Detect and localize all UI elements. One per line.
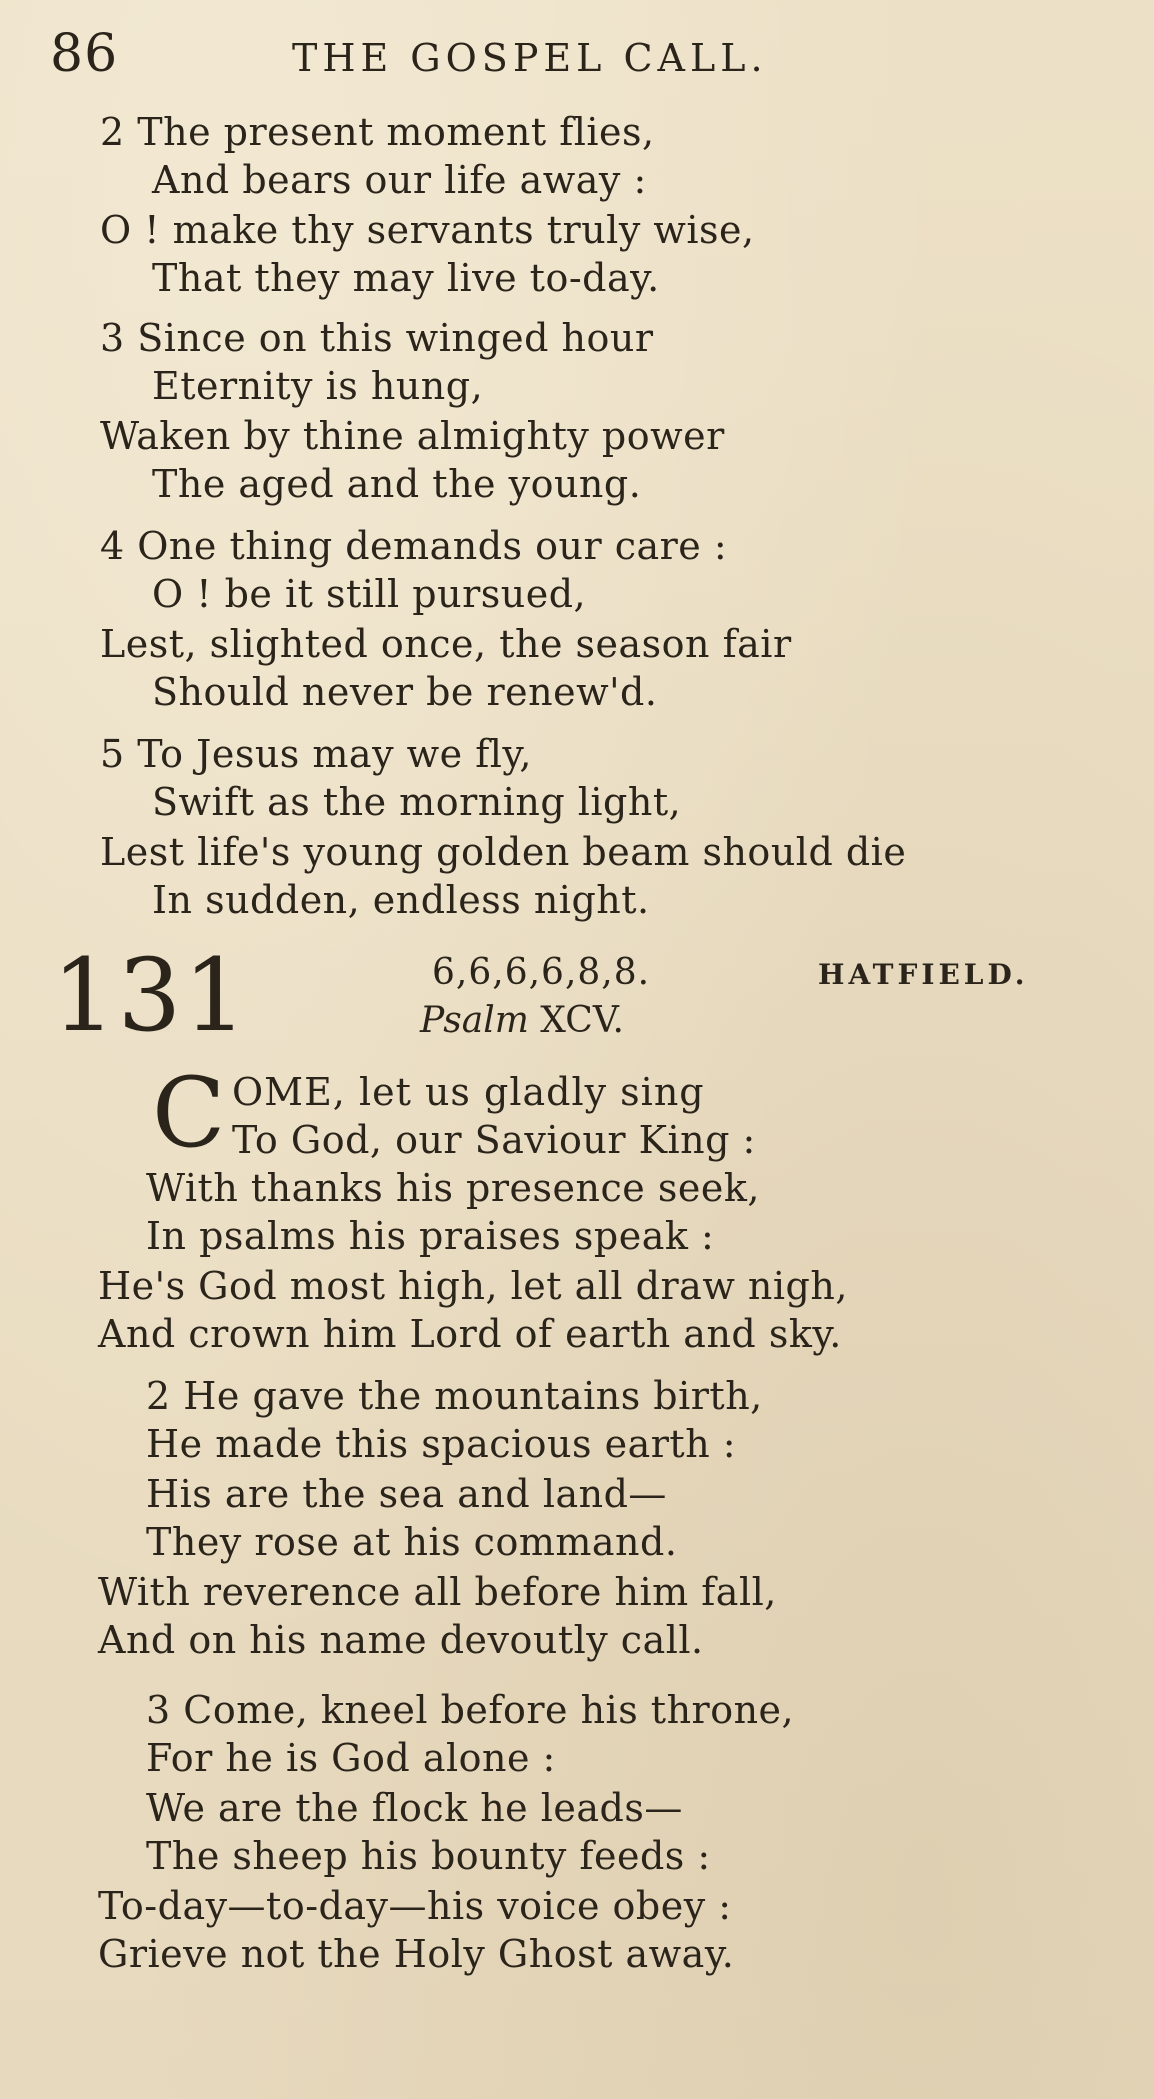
verse-line: 2 He gave the mountains birth,: [146, 1374, 763, 1418]
drop-cap: C: [152, 1057, 226, 1169]
hymn-meter: 6,6,6,6,8,8.: [432, 952, 651, 993]
verse-line: For he is God alone :: [146, 1736, 556, 1780]
verse-line: O ! make thy servants truly wise,: [100, 208, 755, 252]
verse-line: The aged and the young.: [152, 462, 642, 506]
verse-line: OME, let us gladly sing: [232, 1070, 705, 1114]
verse-line: Lest, slighted once, the season fair: [100, 622, 792, 666]
verse-line: They rose at his command.: [146, 1520, 678, 1564]
verse-line: Grieve not the Holy Ghost away.: [98, 1932, 735, 1976]
page-header: [50, 24, 1110, 84]
verse-line: We are the flock he leads—: [146, 1786, 683, 1830]
verse-line: And crown him Lord of earth and sky.: [98, 1312, 842, 1356]
psalm-label: Psalm: [420, 1000, 529, 1041]
verse-line: 2 The present moment flies,: [100, 110, 655, 154]
running-title: THE GOSPEL CALL.: [292, 36, 768, 80]
verse-line: The sheep his bounty feeds :: [146, 1834, 711, 1878]
verse-line: O ! be it still pursued,: [152, 572, 587, 616]
verse-line: Eternity is hung,: [152, 364, 484, 408]
page-number: 86: [50, 24, 119, 84]
verse-line: In psalms his praises speak :: [146, 1214, 715, 1258]
hymn-131-header: [52, 937, 1112, 1056]
verse-line: To-day—to-day—his voice obey :: [98, 1884, 732, 1928]
verse-line: That they may live to-day.: [152, 256, 660, 300]
verse-line: With reverence all before him fall,: [98, 1570, 777, 1614]
verse-line: 5 To Jesus may we fly,: [100, 732, 532, 776]
verse-line: He's God most high, let all draw nigh,: [98, 1264, 848, 1308]
verse-line: 4 One thing demands our care :: [100, 524, 728, 568]
tune-name: HATFIELD.: [818, 958, 1029, 991]
verse-line: 3 Since on this winged hour: [100, 316, 654, 360]
verse-line: 3 Come, kneel before his throne,: [146, 1688, 795, 1732]
verse-line: To God, our Saviour King :: [232, 1118, 756, 1162]
verse-line: His are the sea and land—: [146, 1472, 667, 1516]
verse-line: He made this spacious earth :: [146, 1422, 737, 1466]
verse-line: Swift as the morning light,: [152, 780, 682, 824]
verse-line: Should never be renew'd.: [152, 670, 658, 714]
verse-line: Lest life's young golden beam should die: [100, 830, 907, 874]
verse-line: And on his name devoutly call.: [98, 1618, 704, 1662]
psalm-number: XCV.: [540, 1000, 624, 1041]
verse-line: Waken by thine almighty power: [100, 414, 725, 458]
verse-line: With thanks his presence seek,: [146, 1166, 760, 1210]
hymn-number: 131: [52, 937, 249, 1054]
psalm-reference: [420, 1000, 624, 1041]
verse-line: And bears our life away :: [152, 158, 647, 202]
verse-line: In sudden, endless night.: [152, 878, 650, 922]
